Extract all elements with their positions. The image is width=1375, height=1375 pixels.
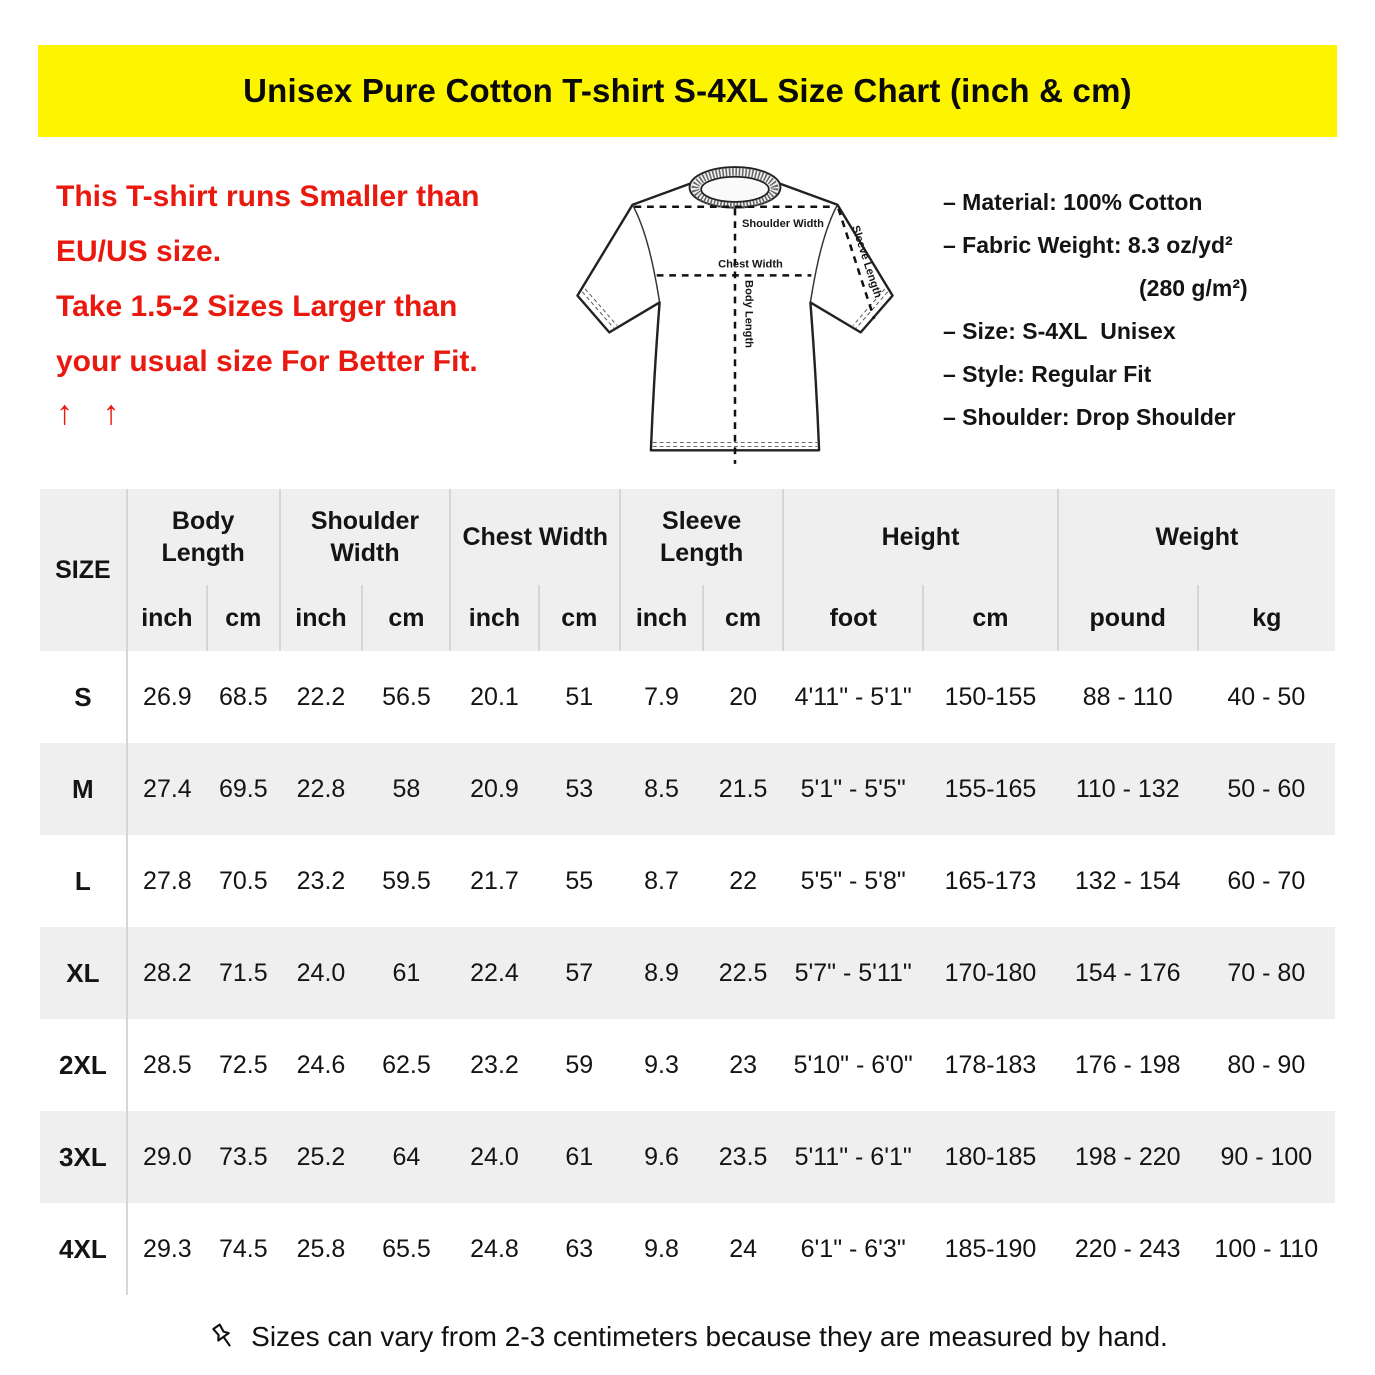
table-cell: 59.5: [382, 866, 431, 895]
table-cell: 185-190: [944, 1234, 1037, 1263]
subheader-inch: inch: [450, 585, 538, 651]
table-cell: 24: [729, 1234, 758, 1263]
size-label: 4XL: [40, 1203, 127, 1295]
table-cell: 59: [565, 1050, 594, 1079]
table-cell: 62.5: [382, 1050, 431, 1079]
footer-note: [0, 1321, 1375, 1353]
table-cell: 80 - 90: [1227, 1050, 1306, 1079]
table-cell: 9.6: [644, 1142, 679, 1171]
size-table: [40, 489, 1335, 1295]
spec-item-size: – Size: S-4XL Unisex: [943, 318, 1176, 344]
notice-line-4: your usual size For Better Fit.: [56, 345, 478, 378]
table-cell: 61: [565, 1142, 594, 1171]
table-cell: 154 - 176: [1074, 958, 1181, 987]
table-cell: 5'5" - 5'8": [800, 866, 906, 895]
table-cell: 23: [729, 1050, 758, 1079]
table-cell: 60 - 70: [1227, 866, 1306, 895]
tshirt-illustration: [561, 151, 909, 477]
size-label: S: [40, 651, 127, 743]
table-cell: 24.6: [296, 1050, 346, 1079]
table-row-xl: [40, 927, 1335, 1019]
table-cell: 72.5: [218, 1050, 268, 1079]
shoulder-width-label: Shoulder Width: [741, 218, 824, 230]
footer-note-text: Sizes can vary from 2-3 centimeters because they are measured by hand.: [251, 1321, 1168, 1352]
table-cell: 71.5: [218, 958, 268, 987]
table-cell: 22.8: [296, 774, 346, 803]
table-cell: 110 - 132: [1075, 774, 1180, 803]
table-cell: 5'11" - 6'1": [794, 1142, 912, 1171]
table-cell: 74.5: [218, 1234, 268, 1263]
table-cell: 23.5: [718, 1142, 768, 1171]
table-cell: 70.5: [218, 866, 268, 895]
table-cell: 50 - 60: [1227, 774, 1306, 803]
table-cell: 24.0: [470, 1142, 519, 1171]
table-cell: 40 - 50: [1227, 682, 1306, 711]
table-cell: 26.9: [143, 682, 192, 711]
table-cell: 8.5: [644, 774, 679, 803]
table-cell: 24.0: [296, 958, 346, 987]
subheader-foot: foot: [783, 585, 923, 651]
sleeve-length-label: Sleeve Length: [849, 224, 884, 300]
notice-line-1: This T-shirt runs Smaller than: [56, 180, 480, 213]
table-cell: 100 - 110: [1214, 1234, 1319, 1263]
notice-line-3: Take 1.5-2 Sizes Larger than: [56, 290, 458, 323]
subheader-kg: kg: [1198, 585, 1335, 651]
table-cell: 23.2: [296, 866, 346, 895]
table-row-m: [40, 743, 1335, 835]
table-cell: 64: [392, 1142, 421, 1171]
table-cell: 25.8: [296, 1234, 346, 1263]
subheader-cm: cm: [207, 585, 280, 651]
table-cell: 165-173: [944, 866, 1037, 895]
table-cell: 68.5: [218, 682, 268, 711]
table-header: [40, 489, 1335, 651]
size-label: M: [40, 743, 127, 835]
subheader-pound: pound: [1058, 585, 1198, 651]
spec-list: [909, 151, 1337, 439]
header-chest-width: Chest Width: [450, 489, 620, 585]
subheader-inch: inch: [280, 585, 363, 651]
spec-item-fabric-weight-metric: (280 g/m²): [1139, 275, 1248, 301]
table-cell: 69.5: [218, 774, 268, 803]
table-cell: 28.2: [143, 958, 192, 987]
table-cell: 58: [392, 774, 421, 803]
table-cell: 155-165: [944, 774, 1037, 803]
table-cell: 132 - 154: [1074, 866, 1181, 895]
pushpin-icon: [207, 1322, 237, 1352]
table-cell: 21.7: [470, 866, 519, 895]
table-cell: 90 - 100: [1220, 1142, 1313, 1171]
table-cell: 88 - 110: [1082, 682, 1173, 711]
size-label: 2XL: [40, 1019, 127, 1111]
body-length-label: Body Length: [742, 280, 755, 348]
table-cell: 24.8: [470, 1234, 519, 1263]
page-title: Unisex Pure Cotton T-shirt S-4XL Size Chart (inch & cm): [243, 72, 1132, 109]
table-cell: 22.5: [718, 958, 768, 987]
table-cell: 22: [729, 866, 758, 895]
table-cell: 5'7" - 5'11": [794, 958, 912, 987]
tshirt-diagram: [561, 151, 909, 477]
subheader-inch: inch: [620, 585, 703, 651]
table-cell: 198 - 220: [1074, 1142, 1181, 1171]
table-row-2xl: [40, 1019, 1335, 1111]
table-cell: 5'10" - 6'0": [793, 1050, 913, 1079]
table-cell: 55: [565, 866, 594, 895]
spec-item-style: – Style: Regular Fit: [943, 361, 1152, 387]
subheader-cm: cm: [923, 585, 1058, 651]
collar-inner: [701, 177, 769, 202]
size-label: L: [40, 835, 127, 927]
table-row-l: [40, 835, 1335, 927]
table-cell: 180-185: [944, 1142, 1037, 1171]
table-cell: 63: [565, 1234, 594, 1263]
table-cell: 61: [392, 958, 421, 987]
table-cell: 51: [565, 682, 594, 711]
banner: [38, 45, 1337, 137]
table-cell: 220 - 243: [1074, 1234, 1181, 1263]
table-cell: 73.5: [218, 1142, 268, 1171]
table-cell: 7.9: [644, 682, 679, 711]
header-shoulder-width: Shoulder Width: [280, 489, 451, 585]
table-cell: 21.5: [718, 774, 768, 803]
table-cell: 28.5: [143, 1050, 192, 1079]
table-cell: 23.2: [470, 1050, 519, 1079]
notice-line-2: EU/US size.: [56, 235, 222, 268]
header-height: Height: [783, 489, 1058, 585]
size-label: 3XL: [40, 1111, 127, 1203]
middle-section: [38, 151, 1337, 481]
chest-width-label: Chest Width: [718, 258, 783, 271]
table-cell: 5'1" - 5'5": [800, 774, 906, 803]
header-body-length: Body Length: [127, 489, 280, 585]
table-cell: 57: [565, 958, 594, 987]
table-cell: 27.4: [143, 774, 192, 803]
table-cell: 6'1" - 6'3": [800, 1234, 906, 1263]
table-cell: 29.0: [143, 1142, 192, 1171]
size-label: XL: [40, 927, 127, 1019]
table-row-4xl: [40, 1203, 1335, 1295]
up-arrows-icon: ↑ ↑: [56, 394, 130, 432]
table-cell: 8.9: [644, 958, 679, 987]
table-cell: 9.8: [644, 1234, 679, 1263]
table-cell: 22.4: [470, 958, 519, 987]
table-cell: 53: [565, 774, 594, 803]
subheader-cm: cm: [703, 585, 783, 651]
table-cell: 178-183: [944, 1050, 1037, 1079]
table-cell: 8.7: [644, 866, 679, 895]
table-cell: 20.1: [470, 682, 519, 711]
subheader-cm: cm: [539, 585, 621, 651]
table-cell: 65.5: [382, 1234, 431, 1263]
table-cell: 25.2: [296, 1142, 346, 1171]
subheader-cm: cm: [362, 585, 450, 651]
table-cell: 70 - 80: [1227, 958, 1306, 987]
table-cell: 150-155: [944, 682, 1037, 711]
table-cell: 9.3: [644, 1050, 679, 1079]
header-sleeve-length: Sleeve Length: [620, 489, 783, 585]
table-cell: 27.8: [143, 866, 192, 895]
subheader-inch: inch: [127, 585, 207, 651]
table-cell: 176 - 198: [1074, 1050, 1181, 1079]
table-row-3xl: [40, 1111, 1335, 1203]
table-row-s: [40, 651, 1335, 743]
table-cell: 170-180: [944, 958, 1037, 987]
spec-item-shoulder: – Shoulder: Drop Shoulder: [943, 404, 1236, 430]
header-size: SIZE: [40, 489, 127, 651]
fit-notice: [38, 151, 561, 437]
header-weight: Weight: [1058, 489, 1335, 585]
table-cell: 22.2: [296, 682, 346, 711]
table-cell: 20.9: [470, 774, 519, 803]
table-cell: 4'11" - 5'1": [794, 682, 912, 711]
table-cell: 56.5: [382, 682, 431, 711]
table-cell: 29.3: [143, 1234, 192, 1263]
table-cell: 20: [729, 682, 758, 711]
spec-item-material: – Material: 100% Cotton: [943, 189, 1203, 215]
spec-item-fabric-weight: – Fabric Weight: 8.3 oz/yd²: [943, 232, 1233, 258]
